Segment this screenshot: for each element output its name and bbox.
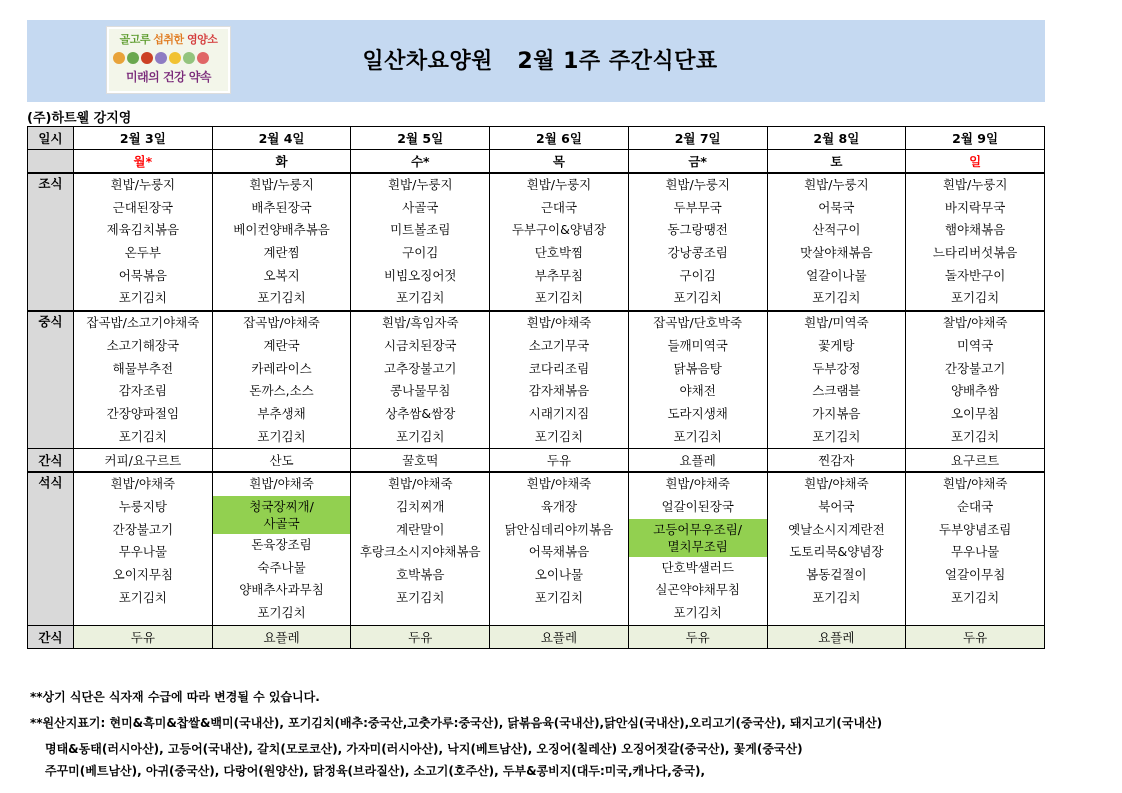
weekday-corner	[28, 150, 74, 174]
breakfast-menu-item: 얼갈이나물	[806, 267, 867, 283]
breakfast-menu-item: 동그랑땡전	[667, 222, 728, 238]
breakfast-menu-item: 두부구이&양념장	[511, 222, 607, 238]
weekday-header: 토	[767, 150, 906, 174]
lunch-menu-item: 포기김치	[812, 428, 861, 444]
lunch-menu-item: 시래기지짐	[528, 405, 590, 421]
breakfast-menu-item: 부추무침	[534, 267, 584, 283]
breakfast-menu-item: 어묵국	[818, 199, 855, 215]
breakfast-menu-item: 온두부	[124, 245, 161, 261]
lunch-menu-item: 꽃게탕	[818, 337, 855, 353]
dinner-menu-item: 순대국	[956, 498, 994, 514]
lunch-day-cell	[212, 311, 351, 449]
dinner-menu-item: 도토리묵&양념장	[789, 544, 884, 560]
breakfast-menu-item: 근대된장국	[112, 199, 174, 215]
dinner-menu-item: 어묵채볶음	[528, 544, 590, 560]
lunch-label: 중식	[28, 311, 74, 449]
dinner-day-cell	[74, 472, 213, 625]
date-header: 2월 4일	[212, 127, 351, 150]
logo-slogan-part2: 섭취한	[153, 33, 188, 46]
note-origin-line3: 주꾸미(베트남산), 아귀(중국산), 다랑어(원양산), 닭정육(브라질산), 소고기(호주산), 두부&콩비지(대두:미국,캐나다,중국),	[45, 764, 706, 778]
note-change: **상기 식단은 식자재 수급에 따라 변경될 수 있습니다.	[30, 690, 320, 704]
dinner-day-cell	[767, 472, 906, 625]
lunch-day-cell	[767, 311, 906, 449]
breakfast-menu-item: 제육김치볶음	[106, 222, 180, 238]
breakfast-menu-item: 흰밥/누룽지	[526, 177, 592, 192]
date-header: 2월 9일	[906, 127, 1045, 150]
snack2-item: 요플레	[767, 625, 906, 648]
lunch-menu-item: 코다리조림	[528, 360, 590, 376]
dinner-label: 석식	[28, 472, 74, 625]
breakfast-menu-item: 베이컨양배추볶음	[233, 222, 330, 238]
snack1-label: 간식	[28, 449, 74, 473]
breakfast-menu-item: 포기김치	[534, 290, 584, 306]
lunch-menu-item: 잡곡밥/단호박죽	[653, 315, 743, 331]
breakfast-menu-item: 흰밥/누룽지	[665, 177, 730, 192]
breakfast-day-cell	[74, 173, 213, 311]
lunch-menu-item: 들깨미역국	[667, 337, 728, 353]
lunch-menu-item: 포기김치	[950, 428, 1000, 444]
breakfast-menu-item: 오복지	[263, 267, 300, 283]
weekday-header: 일	[906, 150, 1045, 174]
breakfast-menu-item: 포기김치	[950, 290, 1000, 306]
breakfast-menu-item: 흰밥/누룽지	[942, 177, 1008, 192]
breakfast-menu-item: 배추된장국	[251, 199, 312, 215]
dinner-menu-item: 얼갈이무침	[944, 567, 1006, 582]
snack2-item: 요플레	[490, 625, 629, 648]
dinner-menu-item: 흰밥/야채죽	[804, 476, 869, 492]
note-origin-line1: **원산지표기: 현미&흑미&찹쌀&백미(국내산), 포기김치(배추:중국산,고춧가루:중국산), 닭볶음육(국내산),닭안심(국내산),오리고기(중국산), 돼지고기(국내산)	[30, 716, 883, 730]
weekday-header: 금*	[628, 150, 767, 174]
dinner-menu-item: 누룽지탕	[118, 498, 167, 514]
breakfast-label: 조식	[28, 173, 74, 311]
logo-slogan-top	[111, 31, 226, 47]
lunch-menu-item: 상추쌈&쌈장	[385, 405, 456, 421]
lunch-menu-item: 부추생채	[257, 405, 306, 421]
breakfast-menu-item: 포기김치	[257, 290, 306, 306]
snack1-item: 꿀호떡	[351, 449, 490, 473]
lunch-day-cell	[628, 311, 767, 449]
breakfast-menu-item: 햄야채볶음	[944, 222, 1006, 238]
lunch-menu-item: 소고기해장국	[106, 337, 180, 353]
breakfast-menu-item: 단호박찜	[534, 245, 584, 261]
lunch-menu-item: 도라지생채	[667, 405, 728, 421]
weekday-header: 목	[490, 150, 629, 174]
dinner-menu-item: 양배추사과무침	[239, 582, 324, 598]
dinner-day-cell	[212, 472, 351, 625]
breakfast-menu-item: 맛살야채볶음	[800, 245, 873, 261]
dinner-menu-item: 무우나물	[118, 544, 167, 560]
lunch-menu-item: 포기김치	[257, 428, 306, 444]
lunch-menu-item: 포기김치	[118, 428, 167, 444]
date-header: 2월 7일	[628, 127, 767, 150]
breakfast-menu-item: 포기김치	[673, 290, 722, 306]
dinner-menu-item: 흰밥/야채죽	[526, 476, 592, 492]
date-header: 2월 3일	[74, 127, 213, 150]
lunch-menu-item: 포기김치	[396, 428, 445, 444]
breakfast-menu-item: 사골국	[402, 199, 439, 215]
breakfast-menu-item: 포기김치	[396, 290, 445, 306]
dinner-menu-item: 북어국	[818, 498, 855, 514]
logo-slogan-part1: 골고루	[119, 33, 154, 46]
dinner-menu-item: 흰밥/야채죽	[110, 476, 176, 492]
dinner-menu-item: 흰밥/야채죽	[387, 476, 453, 492]
lunch-menu-item: 가지볶음	[812, 405, 861, 421]
snack2-item: 두유	[906, 625, 1045, 648]
weekday-header: 화	[212, 150, 351, 174]
breakfast-day-cell	[906, 173, 1045, 311]
breakfast-menu-item: 포기김치	[118, 290, 167, 306]
weekly-menu-table	[27, 126, 1045, 649]
breakfast-menu-item: 포기김치	[812, 290, 861, 306]
dinner-day-cell	[906, 472, 1045, 625]
date-header: 2월 6일	[490, 127, 629, 150]
breakfast-menu-item: 흰밥/누룽지	[804, 177, 869, 192]
dinner-menu-item: 포기김치	[118, 589, 167, 605]
breakfast-day-cell	[767, 173, 906, 311]
dinner-menu-item: 계란말이	[396, 521, 445, 537]
lunch-day-cell	[906, 311, 1045, 449]
page-title: 일산차요양원 2월 1주 주간식단표	[362, 49, 718, 74]
lunch-menu-item: 야채전	[679, 383, 716, 399]
breakfast-menu-item: 느타리버섯볶음	[932, 245, 1018, 261]
lunch-menu-item: 미역국	[956, 337, 994, 353]
dinner-menu-item: 김치찌개	[396, 498, 445, 514]
breakfast-menu-item: 계란찜	[263, 245, 300, 261]
snack1-item: 두유	[490, 449, 629, 473]
lunch-menu-item: 양배추쌈	[950, 383, 1000, 399]
dinner-menu-item: 흰밥/야채죽	[942, 476, 1008, 492]
breakfast-menu-item: 바지락무국	[944, 199, 1006, 215]
snack1-item: 요플레	[628, 449, 767, 473]
snack2-label: 간식	[28, 625, 74, 648]
lunch-menu-item: 콩나물무침	[390, 383, 451, 399]
weekday-header: 수*	[351, 150, 490, 174]
date-header: 2월 8일	[767, 127, 906, 150]
dinner-menu-item: 닭안심데리야끼볶음	[504, 521, 614, 537]
dinner-menu-item: 청국장찌개/ 사골국	[213, 496, 351, 534]
snack1-item: 산도	[212, 449, 351, 473]
dinner-menu-item: 오이나물	[534, 567, 584, 582]
lunch-menu-item: 닭볶음탕	[673, 360, 722, 376]
dinner-menu-item: 포기김치	[673, 605, 722, 620]
breakfast-menu-item: 강낭콩조림	[667, 245, 728, 261]
breakfast-menu-item: 흰밥/누룽지	[249, 177, 314, 192]
lunch-menu-item: 스크램블	[812, 383, 861, 399]
lunch-menu-item: 간장양파절임	[106, 405, 180, 421]
breakfast-menu-item: 어묵볶음	[118, 267, 167, 283]
dinner-menu-item: 포기김치	[396, 589, 445, 605]
breakfast-menu-item: 구이김	[679, 267, 716, 283]
company-name: (주)하트웰 강지영	[27, 111, 132, 126]
snack2-item: 두유	[351, 625, 490, 648]
dinner-menu-item: 포기김치	[257, 605, 306, 620]
logo	[106, 26, 231, 94]
dinner-menu-item: 고등어무우조림/ 멸치무조림	[629, 519, 767, 557]
lunch-menu-item: 흰밥/흑임자죽	[381, 315, 459, 331]
dinner-menu-item: 숙주나물	[257, 559, 306, 575]
corner-label: 일시	[28, 127, 74, 150]
lunch-menu-item: 해물부추전	[112, 360, 174, 376]
dinner-menu-item: 포기김치	[812, 589, 861, 605]
lunch-day-cell	[490, 311, 629, 449]
breakfast-menu-item: 두부무국	[673, 199, 722, 215]
lunch-menu-item: 계란국	[263, 337, 300, 353]
lunch-menu-item: 포기김치	[534, 428, 584, 444]
dinner-menu-item: 봄동겉절이	[806, 567, 867, 582]
breakfast-day-cell	[490, 173, 629, 311]
breakfast-menu-item: 미트볼조림	[390, 222, 451, 238]
dinner-menu-item: 흰밥/야채죽	[249, 476, 314, 492]
dinner-menu-item: 무우나물	[950, 544, 1000, 560]
dinner-menu-item: 후랑크소시지야채볶음	[359, 544, 481, 560]
snack1-item: 요구르트	[906, 449, 1045, 473]
lunch-menu-item: 고추장불고기	[384, 360, 457, 376]
dinner-menu-item: 간장불고기	[112, 521, 174, 537]
dinner-menu-item: 옛날소시지계란전	[788, 521, 885, 537]
logo-slogan-part3: 영양소	[187, 33, 218, 46]
snack2-item: 요플레	[212, 625, 351, 648]
lunch-menu-item: 흰밥/야채죽	[526, 315, 592, 331]
dinner-menu-item: 포기김치	[950, 589, 1000, 605]
dinner-menu-item: 단호박샐러드	[661, 559, 734, 575]
dinner-day-cell	[351, 472, 490, 625]
snack1-item: 찐감자	[767, 449, 906, 473]
dinner-menu-item: 포기김치	[534, 589, 584, 605]
logo-vegetables-graphic	[113, 49, 224, 63]
lunch-menu-item: 찰밥/야채죽	[942, 315, 1008, 331]
dinner-menu-item: 두부양념조림	[938, 521, 1012, 537]
breakfast-menu-item: 산적구이	[812, 222, 861, 238]
lunch-menu-item: 소고기무국	[528, 337, 590, 353]
lunch-menu-item: 간장불고기	[944, 360, 1006, 376]
dinner-menu-item: 호박볶음	[396, 567, 445, 582]
breakfast-menu-item: 흰밥/누룽지	[387, 177, 453, 192]
lunch-menu-item: 두부강정	[812, 360, 861, 376]
lunch-menu-item: 흰밥/미역죽	[804, 315, 869, 331]
snack2-item: 두유	[74, 625, 213, 648]
breakfast-menu-item: 비빔오징어젓	[384, 267, 457, 283]
lunch-day-cell	[74, 311, 213, 449]
note-origin-line2: 명태&동태(러시아산), 고등어(국내산), 갈치(모로코산), 가자미(러시아산), 낙지(베트남산), 오징어(칠레산) 오징어젓갈(중국산), 꽃게(중국산)	[45, 742, 803, 756]
lunch-menu-item: 카레라이스	[251, 360, 312, 376]
logo-slogan-bottom: 미래의 건강 약속	[125, 70, 211, 84]
breakfast-day-cell	[212, 173, 351, 311]
dinner-menu-item: 돈육장조림	[251, 536, 312, 552]
breakfast-day-cell	[628, 173, 767, 311]
weekday-header: 월*	[74, 150, 213, 174]
breakfast-menu-item: 돌자반구이	[944, 267, 1006, 283]
date-header: 2월 5일	[351, 127, 490, 150]
breakfast-menu-item: 근대국	[540, 199, 578, 215]
lunch-menu-item: 돈까스,소스	[249, 383, 314, 399]
breakfast-menu-item: 구이김	[402, 245, 439, 261]
snack1-item: 커피/요구르트	[74, 449, 213, 473]
breakfast-menu-item: 흰밥/누룽지	[110, 177, 176, 192]
snack2-item: 두유	[628, 625, 767, 648]
dinner-menu-item: 실곤약야채무침	[655, 582, 740, 598]
lunch-day-cell	[351, 311, 490, 449]
breakfast-day-cell	[351, 173, 490, 311]
lunch-menu-item: 잡곡밥/소고기야채죽	[86, 315, 200, 331]
lunch-menu-item: 감자조림	[118, 383, 167, 399]
lunch-menu-item: 감자채볶음	[528, 383, 590, 399]
lunch-menu-item: 오이무침	[950, 405, 1000, 421]
dinner-menu-item: 오이지무침	[112, 567, 174, 582]
dinner-menu-item: 육개장	[540, 498, 578, 514]
notes	[30, 684, 882, 784]
dinner-day-cell	[490, 472, 629, 625]
lunch-menu-item: 시금치된장국	[384, 337, 457, 353]
lunch-menu-item: 포기김치	[673, 428, 722, 444]
lunch-menu-item: 잡곡밥/야채죽	[243, 315, 320, 331]
dinner-day-cell	[628, 472, 767, 625]
dinner-menu-item: 얼갈이된장국	[661, 498, 734, 514]
dinner-menu-item: 흰밥/야채죽	[665, 476, 730, 492]
